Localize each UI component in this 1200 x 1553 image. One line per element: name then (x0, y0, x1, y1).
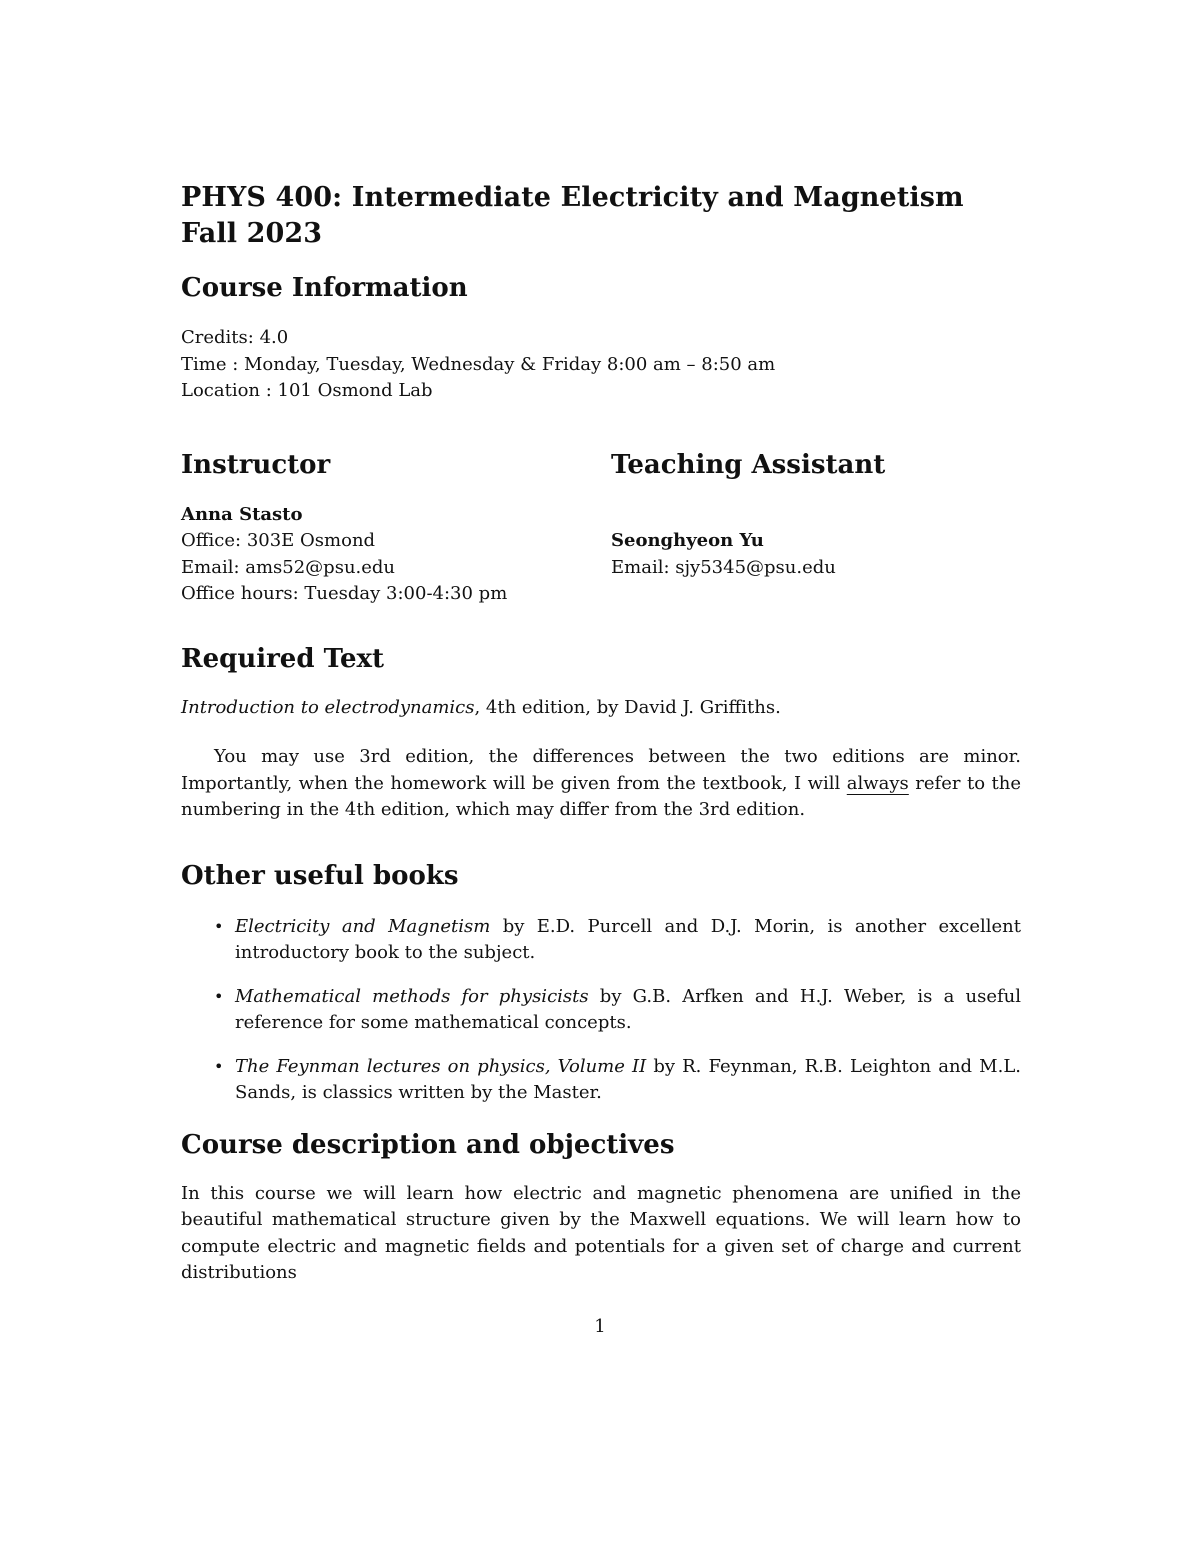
required-book (181, 695, 1021, 722)
document-page (181, 180, 1021, 1287)
document-title (181, 180, 1021, 252)
required-book-title: Introduction to electrodynamics (181, 696, 475, 718)
other-books-section (181, 860, 1021, 1107)
instructor-heading: Instructor (181, 449, 331, 480)
book-details: by E.D. Purcell and D.J. Morin, is another excellent introductory book to the subject. (235, 915, 1021, 963)
course-information-heading: Course Information (181, 273, 468, 303)
instructor-office-hours: Office hours: Tuesday 3:00-4:30 pm (181, 583, 508, 604)
ta-heading: Teaching Assistant (611, 449, 886, 480)
instructor-office: Office: 303E Osmond (181, 530, 376, 551)
edition-note-part1: You may use 3rd edition, the differences between the two editions are minor. Importantly, when the homework will be given from the textbook, I will (181, 746, 1021, 794)
course-time: Time : Monday, Tuesday, Wednesday & Friday 8:00 am – 8:50 am (181, 353, 776, 375)
course-description-section (181, 1129, 1021, 1287)
ta-block (611, 449, 1021, 608)
required-book-details: , 4th edition, by David J. Griffiths. (474, 696, 781, 718)
book-item (181, 1054, 1021, 1107)
book-details: by G.B. Arfken and H.J. Weber, is a useful reference for some mathematical concepts. (235, 985, 1021, 1033)
edition-note-part2: refer to the numbering in the 4th edition, which may differ from the 3rd edition. (181, 772, 1022, 820)
book-details: by R. Feynman, R.B. Leighton and M.L. Sands, is classics written by the Master. (235, 1055, 1021, 1103)
book-title: The Feynman lectures on physics, Volume II (235, 1055, 647, 1077)
course-term: Fall 2023 (181, 218, 323, 249)
course-title: PHYS 400: Intermediate Electricity and Magnetism (181, 182, 964, 213)
course-description-text: In this course we will learn how electric and magnetic phenomena are unified in the beautiful mathematical structure given by the Maxwell equations. We will learn how to compute electric and magnetic fields and potentials for a given set of charge and current distributions (181, 1182, 1021, 1283)
book-item (181, 984, 1021, 1037)
bullet-icon: • (214, 916, 224, 936)
page-number: 1 (594, 1316, 606, 1337)
instructor-email: Email: ams52@psu.edu (181, 556, 396, 578)
course-description-heading: Course description and objectives (181, 1129, 675, 1160)
other-books-heading: Other useful books (181, 860, 459, 891)
course-location: Location : 101 Osmond Lab (181, 380, 433, 401)
bullet-icon: • (214, 1056, 224, 1076)
book-title: Mathematical methods for physicists (235, 985, 589, 1007)
edition-note (181, 744, 1021, 824)
edition-note-emphasis: always (846, 772, 909, 794)
other-books-list (181, 914, 1021, 1107)
bullet-icon: • (214, 986, 224, 1006)
required-text-heading: Required Text (181, 643, 384, 674)
required-text-section (181, 643, 1021, 824)
course-information-section (181, 272, 1021, 405)
ta-name: Seonghyeon Yu (611, 530, 764, 551)
course-credits: Credits: 4.0 (181, 327, 289, 348)
book-item (181, 914, 1021, 967)
staff-section (181, 449, 1021, 608)
instructor-name: Anna Stasto (181, 503, 303, 525)
instructor-block (181, 449, 611, 608)
ta-email: Email: sjy5345@psu.edu (611, 556, 836, 578)
book-title: Electricity and Magnetism (235, 915, 491, 937)
